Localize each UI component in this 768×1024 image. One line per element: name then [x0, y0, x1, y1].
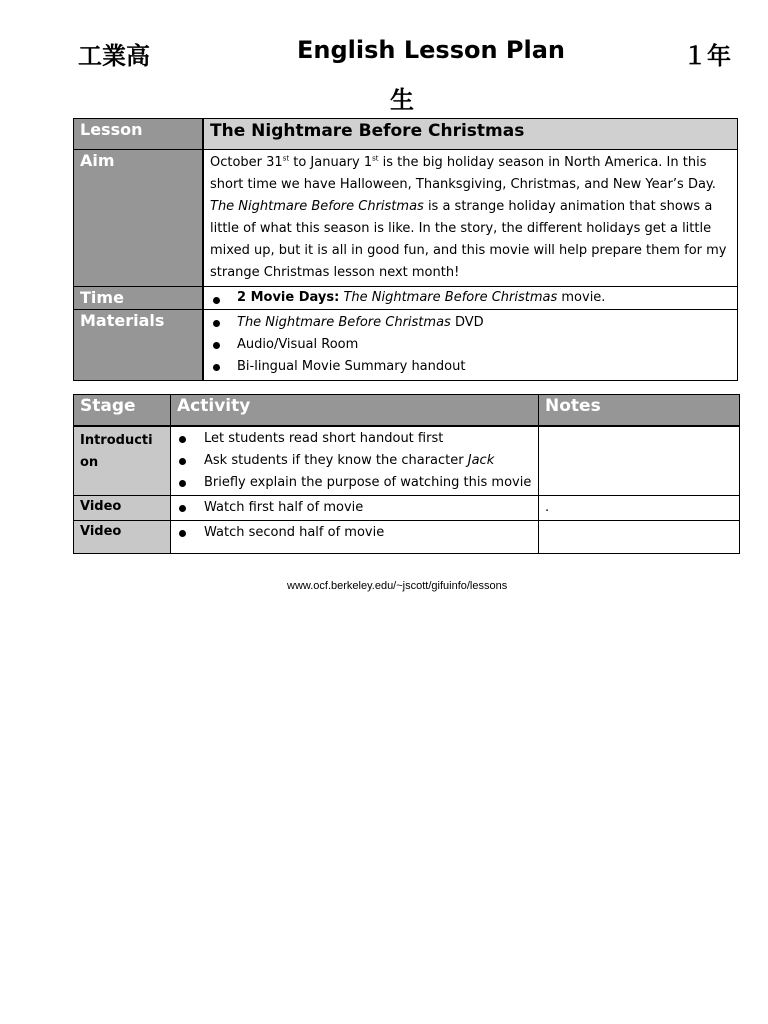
activity-header: Activity	[171, 395, 539, 427]
activity-cell	[171, 521, 539, 554]
footer-url: www.ocf.berkeley.edu/~jscott/gifuinfo/lessons	[287, 580, 508, 592]
activity-list	[177, 522, 532, 544]
lesson-overview-table	[73, 118, 738, 381]
aim-label: Aim	[74, 150, 204, 287]
time-movie-title: The Nightmare Before Christmas	[343, 290, 558, 305]
materials-item	[210, 356, 731, 378]
aim-text-part: is the big holiday season in North America. In this short time we have Halloween, Thanksgiving, Christmas, and New Year’s Day.	[210, 155, 716, 192]
activity-item-italic: Jack	[467, 453, 495, 468]
page-title: English Lesson Plan	[297, 36, 566, 64]
aim-superscript: st	[282, 154, 290, 163]
activity-item	[177, 497, 532, 519]
materials-item	[210, 334, 731, 356]
activity-item-text: Briefly explain the purpose of watching this movie	[204, 475, 532, 490]
materials-list	[210, 312, 731, 378]
activity-item-text: Watch first half of movie	[204, 500, 364, 515]
aim-row	[74, 150, 738, 287]
materials-item-text: Bi-lingual Movie Summary handout	[237, 359, 466, 374]
activity-item-text: Let students read short handout first	[204, 431, 444, 446]
aim-text-part: to January 1	[289, 155, 373, 170]
time-bullet	[210, 289, 731, 307]
time-bold: 2 Movie Days:	[237, 290, 340, 305]
aim-movie-title: The Nightmare Before Christmas	[210, 199, 424, 214]
stage-cell: Video	[74, 521, 171, 554]
time-rest: movie.	[557, 290, 606, 305]
stage-cell	[74, 426, 171, 496]
activity-item	[177, 472, 532, 494]
materials-list-cell	[203, 310, 738, 381]
notes-cell	[539, 426, 740, 496]
notes-header: Notes	[539, 395, 740, 427]
lesson-row	[74, 119, 738, 150]
activity-item-text: Watch second half of movie	[204, 525, 385, 540]
stage-row-video-1	[74, 496, 740, 521]
time-value	[203, 287, 738, 310]
grade-label: １年	[683, 42, 731, 70]
time-row	[74, 287, 738, 310]
activity-cell	[171, 496, 539, 521]
activity-item	[177, 428, 532, 450]
materials-label: Materials	[74, 310, 204, 381]
notes-cell	[539, 521, 740, 554]
stage-activity-table	[73, 394, 740, 554]
activity-item	[177, 522, 532, 544]
materials-row	[74, 310, 738, 381]
stage-name: Introduction	[80, 433, 153, 470]
lesson-title: The Nightmare Before Christmas	[203, 119, 738, 150]
stage-cell: Video	[74, 496, 171, 521]
activity-item-text: Ask students if they know the character	[204, 453, 468, 468]
materials-item-text: DVD	[450, 315, 484, 330]
activity-list	[177, 497, 532, 519]
activity-item	[177, 450, 532, 472]
materials-item	[210, 312, 731, 334]
stage-table-header	[74, 395, 740, 427]
aim-text-part: October 31	[210, 155, 283, 170]
stage-row-introduction	[74, 426, 740, 496]
stage-row-video-2	[74, 521, 740, 554]
materials-item-italic: The Nightmare Before Christmas	[237, 315, 451, 330]
lesson-label: Lesson	[74, 119, 204, 150]
school-name: 工業高	[78, 42, 150, 70]
activity-list	[177, 428, 532, 494]
activity-cell	[171, 426, 539, 496]
aim-text-part: is a strange holiday animation that shows a little of what this season is like. In the story, the different holidays get a little mixed up, but it is all in good fun, and this movie will help prepare them for my strange Christmas lesson next month!	[210, 199, 727, 280]
time-label: Time	[74, 287, 204, 310]
aim-text	[203, 150, 738, 287]
notes-cell: .	[539, 496, 740, 521]
grade-label-continued: 生	[390, 86, 414, 114]
materials-item-text: Audio/Visual Room	[237, 337, 359, 352]
aim-superscript: st	[372, 154, 379, 163]
stage-header: Stage	[74, 395, 171, 427]
